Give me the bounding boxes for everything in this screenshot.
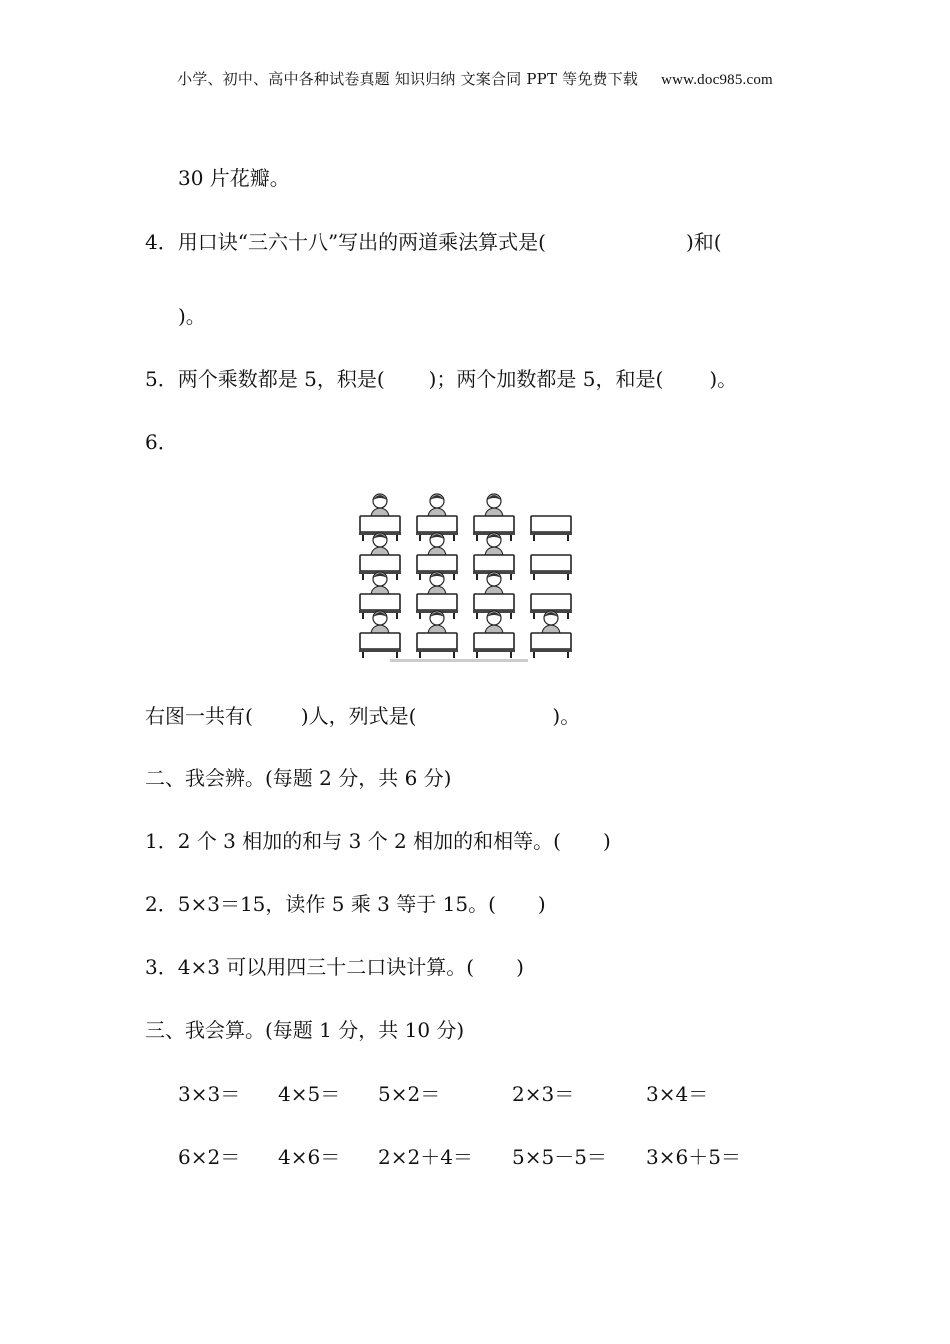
calc-item[interactable]: 5×2＝ [378,1082,441,1106]
calc-item[interactable]: 2×3＝ [512,1082,575,1106]
student-figure [428,611,446,635]
judge-3-close: ) [516,955,524,979]
calc-item[interactable]: 4×5＝ [278,1082,341,1106]
judge-item-3 [145,953,524,981]
part3-title: 三、我会算。(每题 1 分，共 10 分) [145,1018,465,1042]
judge-1-text: 2 个 3 相加的和与 3 个 2 相加的和相等。( [177,829,561,853]
judge-1-number: 1． [145,829,178,853]
desk [416,633,458,658]
q5-text-b: )；两个加数都是 5，和是( [428,367,664,391]
desk [359,633,401,658]
desk [530,633,572,658]
part2-title: 二、我会辨。(每题 2 分，共 6 分) [145,766,452,790]
student-figure [371,611,389,635]
q4-text-a: 用口诀“三六十八”写出的两道乘法算式是( [177,230,546,254]
header-url[interactable]: www.doc985.com [661,72,773,88]
judge-item-2 [145,890,546,918]
classroom-seats-figure [352,482,578,664]
q6-text-c: )。 [552,704,581,728]
q5-number: 5． [145,367,178,391]
desk [530,516,572,541]
calc-item[interactable]: 6×2＝ [178,1145,241,1169]
q6-text-b: )人，列式是( [300,704,417,728]
q5-text-a: 两个乘数都是 5，积是( [177,367,385,391]
judge-2-text: 5×3＝15，读作 5 乘 3 等于 15。( [177,892,496,916]
page-header [0,68,950,89]
student-figure [371,533,389,557]
q6-question [145,702,580,730]
q6-number: 6． [145,430,178,454]
question-5 [145,365,737,393]
q4-text-b: )和( [686,230,722,254]
judge-item-1 [145,827,611,855]
q4-number: 4． [145,230,178,254]
calc-item[interactable]: 4×6＝ [278,1145,341,1169]
student-figure [485,572,503,596]
judge-3-text: 4×3 可以用四三十二口诀计算。( [177,955,475,979]
student-figure [485,611,503,635]
student-figure [371,494,389,518]
q6-text-a: 右图一共有( [145,704,253,728]
judge-1-close: ) [602,829,611,853]
header-text: 小学、初中、高中各种试卷真题 知识归纳 文案合同 PPT 等免费下载 [177,70,639,88]
student-figure [485,533,503,557]
judge-3-number: 3． [145,955,178,979]
student-figure [542,611,560,635]
q5-text-c: )。 [709,367,738,391]
desk [473,633,515,658]
question-4 [145,228,722,256]
student-figure [485,494,503,518]
student-figure [371,572,389,596]
q4-continuation [178,302,206,330]
q3-tail: 30 片花瓣。 [178,166,290,190]
calc-item[interactable]: 3×4＝ [646,1082,709,1106]
calc-item[interactable]: 5×5－5＝ [512,1145,607,1169]
student-figure [428,533,446,557]
calc-item[interactable]: 2×2＋4＝ [378,1145,473,1169]
judge-2-number: 2． [145,892,178,916]
calc-item[interactable]: 3×3＝ [178,1082,241,1106]
judge-2-close: ) [537,892,546,916]
calc-item[interactable]: 3×6＋5＝ [646,1145,741,1169]
student-figure [428,494,446,518]
desk [530,555,572,580]
q4-text-c: )。 [178,304,206,328]
student-figure [428,572,446,596]
